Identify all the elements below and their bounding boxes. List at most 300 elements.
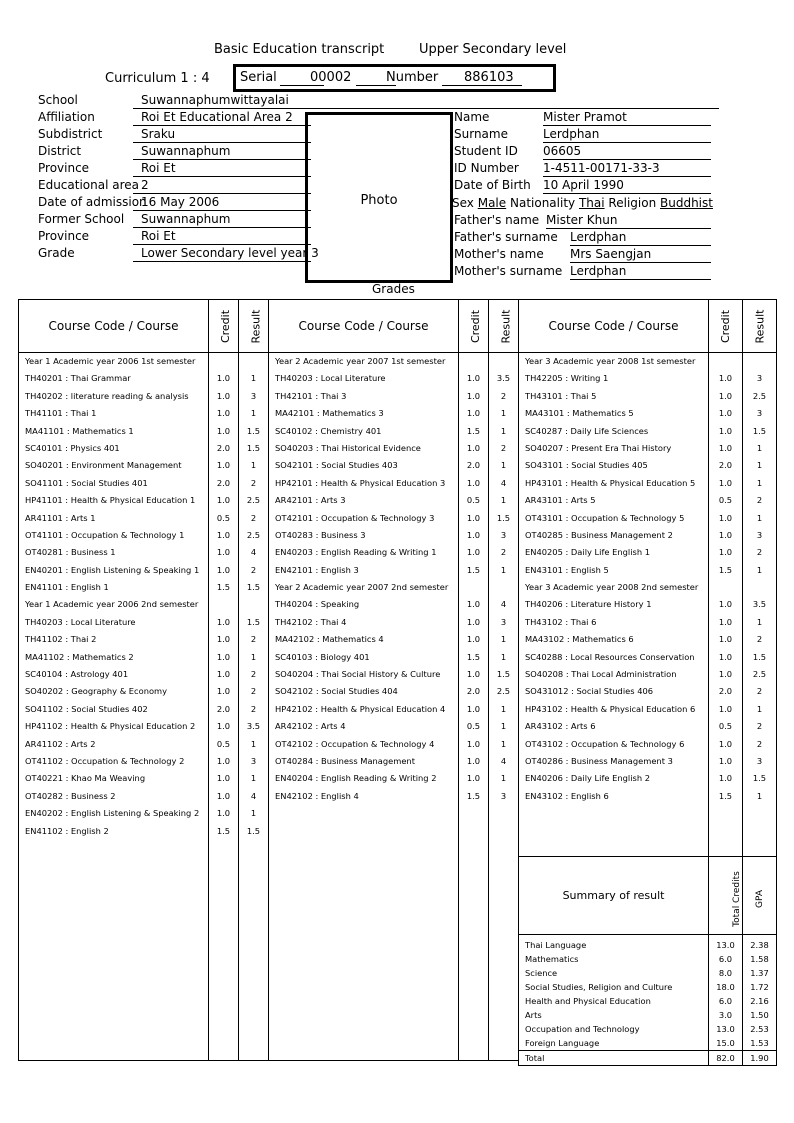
semester-header: Year 1 Academic year 2006 2nd semester bbox=[25, 599, 199, 610]
course-result: 3 bbox=[500, 616, 507, 627]
result-column-header: Result bbox=[489, 300, 519, 353]
semester-header-spacer bbox=[209, 353, 238, 370]
course-credit: 1.5 bbox=[718, 564, 733, 575]
course-result: 1 bbox=[250, 808, 257, 819]
course-result: 2 bbox=[756, 738, 763, 749]
course-name: TH42101 : Thai 3 bbox=[275, 390, 347, 401]
course-result: 2 bbox=[756, 686, 763, 697]
course-credit: 1.0 bbox=[466, 512, 481, 523]
course-result: 4 bbox=[250, 790, 257, 801]
school-info-label: Former School bbox=[38, 212, 125, 226]
semester-header-spacer bbox=[743, 579, 776, 596]
school-info-value: Suwannaphum bbox=[133, 144, 311, 160]
school-info-value: 16 May 2006 bbox=[133, 195, 311, 211]
course-name: OT40221 : Khao Ma Weaving bbox=[25, 773, 146, 784]
course-name: SO43101 : Social Studies 405 bbox=[525, 460, 648, 471]
summary-credit: 6.0 bbox=[718, 996, 733, 1006]
serial-value: 00002 bbox=[310, 70, 352, 85]
course-result: 2.5 bbox=[496, 686, 511, 697]
course-credit: 1.0 bbox=[718, 477, 733, 488]
course-credit: 2.0 bbox=[718, 686, 733, 697]
course-credit: 1.0 bbox=[216, 669, 231, 680]
course-result: 3 bbox=[756, 529, 763, 540]
gpa-header: GPA bbox=[743, 857, 777, 935]
credit-column-header: Credit bbox=[209, 300, 239, 353]
summary-credit: 3.0 bbox=[718, 1010, 733, 1020]
course-credit: 1.0 bbox=[216, 686, 231, 697]
course-credit: 1.0 bbox=[466, 390, 481, 401]
school-info-value: Roi Et bbox=[133, 229, 311, 245]
course-name: SC40288 : Local Resources Conservation bbox=[525, 651, 695, 662]
course-credit: 2.0 bbox=[466, 686, 481, 697]
course-name: HP43102 : Health & Physical Education 6 bbox=[525, 703, 696, 714]
course-credit: 1.5 bbox=[216, 582, 231, 593]
course-result: 2 bbox=[500, 547, 507, 558]
course-name: SO431012 : Social Studies 406 bbox=[525, 686, 654, 697]
course-result: 2 bbox=[756, 547, 763, 558]
semester-header-spacer bbox=[709, 353, 742, 370]
summary-gpa: 2.38 bbox=[750, 940, 769, 950]
course-name: MA41101 : Mathematics 1 bbox=[25, 425, 134, 436]
school-info-value: Suwannaphum bbox=[133, 212, 311, 228]
nationality-value: Thai bbox=[578, 196, 605, 210]
course-result: 1 bbox=[500, 703, 507, 714]
course-credit: 1.0 bbox=[466, 669, 481, 680]
course-name: EN42101 : English 3 bbox=[275, 564, 359, 575]
summary-body-row bbox=[519, 935, 777, 1066]
summary-credit: 13.0 bbox=[716, 1024, 735, 1034]
parent-info-label: Mother's surname bbox=[454, 264, 563, 278]
course-result: 1 bbox=[500, 495, 507, 506]
course-credit: 1.0 bbox=[466, 477, 481, 488]
semester-header: Year 2 Academic year 2007 1st semester bbox=[275, 356, 446, 366]
course-credit: 1.0 bbox=[216, 616, 231, 627]
school-info-label: Date of admission bbox=[38, 195, 147, 209]
summary-gpa: 1.53 bbox=[750, 1038, 769, 1048]
course-credit: 1.0 bbox=[216, 721, 231, 732]
course-credit: 1.5 bbox=[466, 564, 481, 575]
course-result: 1.5 bbox=[752, 773, 767, 784]
course-credit: 1.0 bbox=[216, 651, 231, 662]
student-info-label: Student ID bbox=[454, 144, 518, 158]
summary-credit: 6.0 bbox=[718, 954, 733, 964]
course-name: TH43101 : Thai 5 bbox=[525, 390, 597, 401]
course-credit: 1.0 bbox=[216, 634, 231, 645]
course-credit: 1.0 bbox=[718, 390, 733, 401]
col2-courses bbox=[269, 353, 459, 1061]
course-name: OT40283 : Business 3 bbox=[275, 529, 366, 540]
summary-subject: Science bbox=[525, 968, 558, 978]
course-credit: 1.0 bbox=[718, 547, 733, 558]
semester-header-spacer bbox=[459, 353, 488, 370]
parent-info-value: Lerdphan bbox=[570, 264, 711, 280]
course-credit: 1.0 bbox=[718, 651, 733, 662]
course-result: 3 bbox=[500, 529, 507, 540]
course-name: SO42102 : Social Studies 404 bbox=[275, 686, 398, 697]
summary-gpas bbox=[743, 935, 777, 1066]
course-name: SC40102 : Chemistry 401 bbox=[275, 425, 382, 436]
course-credit: 1.0 bbox=[466, 373, 481, 384]
course-credit: 1.0 bbox=[216, 408, 231, 419]
course-credit: 1.0 bbox=[216, 425, 231, 436]
course-name: SO40202 : Geography & Economy bbox=[25, 686, 168, 697]
course-result: 2 bbox=[250, 686, 257, 697]
student-info-value: 1-4511-00171-33-3 bbox=[543, 161, 711, 177]
course-name: EN40201 : English Listening & Speaking 1 bbox=[25, 564, 200, 575]
total-credits-header: Total Credits bbox=[709, 857, 743, 935]
course-name: OT41102 : Occupation & Technology 2 bbox=[25, 755, 185, 766]
col2-credits bbox=[459, 353, 489, 1061]
course-result: 1 bbox=[500, 408, 507, 419]
course-result: 1 bbox=[500, 564, 507, 575]
summary-gpa: 1.90 bbox=[743, 1050, 776, 1065]
course-name: HP43101 : Health & Physical Education 5 bbox=[525, 477, 696, 488]
summary-credits bbox=[709, 935, 743, 1066]
school-info-label: Grade bbox=[38, 246, 75, 260]
religion-label: Religion bbox=[608, 196, 657, 210]
course-result: 1 bbox=[250, 738, 257, 749]
course-result: 2 bbox=[250, 512, 257, 523]
course-name: AR43102 : Arts 6 bbox=[525, 721, 596, 732]
course-result: 1 bbox=[756, 442, 763, 453]
course-name: OT40282 : Business 2 bbox=[25, 790, 116, 801]
course-result: 3 bbox=[500, 790, 507, 801]
summary-credit: 13.0 bbox=[716, 940, 735, 950]
summary-subject: Foreign Language bbox=[525, 1038, 600, 1048]
course-result: 2 bbox=[250, 634, 257, 645]
photo-box bbox=[305, 112, 453, 283]
course-name: SO40207 : Present Era Thai History bbox=[525, 442, 672, 453]
course-credit: 1.0 bbox=[718, 703, 733, 714]
course-result: 1.5 bbox=[752, 425, 767, 436]
course-name: SC40287 : Daily Life Sciences bbox=[525, 425, 649, 436]
school-info-label: Affiliation bbox=[38, 110, 95, 124]
course-result: 4 bbox=[500, 599, 507, 610]
course-credit: 1.0 bbox=[718, 373, 733, 384]
summary-table bbox=[518, 856, 777, 1066]
school-info-label: Educational area bbox=[38, 178, 140, 192]
course-result: 1.5 bbox=[246, 425, 261, 436]
course-name: TH41102 : Thai 2 bbox=[25, 634, 97, 645]
course-result: 1 bbox=[756, 564, 763, 575]
parent-info-label: Father's surname bbox=[454, 230, 558, 244]
course-name: SC40103 : Biology 401 bbox=[275, 651, 370, 662]
school-info-value: Lower Secondary level year 3 bbox=[133, 246, 311, 262]
course-name: AR41102 : Arts 2 bbox=[25, 738, 96, 749]
course-credit: 1.5 bbox=[216, 825, 231, 836]
course-credit: 1.0 bbox=[466, 738, 481, 749]
summary-subject: Mathematics bbox=[525, 954, 579, 964]
school-info-label: School bbox=[38, 93, 78, 107]
course-result: 1.5 bbox=[246, 825, 261, 836]
school-info-label: Province bbox=[38, 161, 90, 175]
course-result: 3.5 bbox=[246, 721, 261, 732]
course-result: 1 bbox=[756, 512, 763, 523]
course-name: MA43101 : Mathematics 5 bbox=[525, 408, 634, 419]
course-name: EN43102 : English 6 bbox=[525, 790, 609, 801]
school-info-label: Province bbox=[38, 229, 90, 243]
course-result: 1 bbox=[500, 773, 507, 784]
course-credit: 1.0 bbox=[718, 512, 733, 523]
semester-header-spacer bbox=[489, 353, 518, 370]
course-result: 3.5 bbox=[496, 373, 511, 384]
course-credit: 1.0 bbox=[466, 773, 481, 784]
course-result: 1 bbox=[500, 651, 507, 662]
course-credit: 1.0 bbox=[216, 373, 231, 384]
semester-header-spacer bbox=[459, 579, 488, 596]
course-result: 1 bbox=[756, 616, 763, 627]
course-result: 2 bbox=[756, 634, 763, 645]
course-name: MA41102 : Mathematics 2 bbox=[25, 651, 134, 662]
summary-gpa: 1.58 bbox=[750, 954, 769, 964]
course-result: 2 bbox=[250, 669, 257, 680]
course-name: OT40281 : Business 1 bbox=[25, 547, 116, 558]
course-result: 2.5 bbox=[246, 495, 261, 506]
course-name: OT43102 : Occupation & Technology 6 bbox=[525, 738, 685, 749]
course-name: TH40203 : Local Literature bbox=[275, 373, 386, 384]
course-result: 4 bbox=[500, 477, 507, 488]
semester-header-spacer bbox=[489, 579, 518, 596]
course-credit: 1.0 bbox=[216, 495, 231, 506]
course-credit: 1.0 bbox=[466, 547, 481, 558]
course-credit: 1.0 bbox=[466, 634, 481, 645]
course-name: SO40203 : Thai Historical Evidence bbox=[275, 442, 421, 453]
number-value: 886103 bbox=[464, 70, 514, 85]
course-credit: 1.0 bbox=[718, 529, 733, 540]
course-credit: 1.0 bbox=[216, 390, 231, 401]
serial-label: Serial bbox=[240, 70, 277, 85]
col1-results bbox=[239, 353, 269, 1061]
course-credit: 1.0 bbox=[718, 599, 733, 610]
course-credit: 1.0 bbox=[216, 547, 231, 558]
course-credit: 1.0 bbox=[466, 616, 481, 627]
course-name: EN40202 : English Listening & Speaking 2 bbox=[25, 808, 200, 819]
course-result: 1 bbox=[756, 790, 763, 801]
course-result: 4 bbox=[250, 547, 257, 558]
credit-column-header: Credit bbox=[709, 300, 743, 353]
course-result: 1.5 bbox=[752, 651, 767, 662]
course-name: AR42101 : Arts 3 bbox=[275, 495, 346, 506]
course-name: EN41102 : English 2 bbox=[25, 825, 109, 836]
course-name: HP41102 : Health & Physical Education 2 bbox=[25, 721, 196, 732]
religion-value: Buddhist bbox=[660, 196, 713, 210]
parent-info-value: Mrs Saengjan bbox=[570, 247, 711, 263]
student-info-value: Mister Pramot bbox=[543, 110, 711, 126]
course-result: 3 bbox=[756, 755, 763, 766]
course-result: 1 bbox=[756, 460, 763, 471]
course-result: 2 bbox=[756, 721, 763, 732]
course-result: 1.5 bbox=[496, 512, 511, 523]
summary-subject: Occupation and Technology bbox=[525, 1024, 640, 1034]
course-name: EN42102 : English 4 bbox=[275, 790, 359, 801]
course-name: EN40204 : English Reading & Writing 2 bbox=[275, 773, 437, 784]
course-credit: 1.0 bbox=[216, 564, 231, 575]
summary-subject: Health and Physical Education bbox=[525, 996, 651, 1006]
result-column-header: Result bbox=[239, 300, 269, 353]
course-credit: 1.0 bbox=[718, 442, 733, 453]
summary-subject: Thai Language bbox=[525, 940, 587, 950]
summary-subject: Social Studies, Religion and Culture bbox=[525, 982, 673, 992]
course-result: 3.5 bbox=[752, 599, 767, 610]
course-column-header: Course Code / Course bbox=[519, 300, 709, 353]
course-result: 1 bbox=[250, 773, 257, 784]
summary-header-row bbox=[519, 857, 777, 935]
course-result: 1 bbox=[500, 425, 507, 436]
school-info-value: Roi Et bbox=[133, 161, 311, 177]
summary-credit: 8.0 bbox=[718, 968, 733, 978]
course-credit: 1.0 bbox=[718, 634, 733, 645]
course-credit: 1.0 bbox=[718, 738, 733, 749]
semester-header-spacer bbox=[209, 596, 238, 613]
course-result: 2 bbox=[500, 390, 507, 401]
course-result: 1 bbox=[250, 373, 257, 384]
course-result: 1 bbox=[250, 460, 257, 471]
course-name: TH40204 : Speaking bbox=[275, 599, 360, 610]
course-result: 2.5 bbox=[246, 529, 261, 540]
course-credit: 1.0 bbox=[466, 442, 481, 453]
course-credit: 1.5 bbox=[466, 425, 481, 436]
course-name: TH40203 : Local Literature bbox=[25, 616, 136, 627]
course-credit: 2.0 bbox=[466, 460, 481, 471]
course-name: AR41101 : Arts 1 bbox=[25, 512, 96, 523]
col2-results bbox=[489, 353, 519, 1061]
school-info-value: 2 bbox=[133, 178, 311, 194]
course-name: AR42102 : Arts 4 bbox=[275, 721, 346, 732]
summary-credit: 18.0 bbox=[716, 982, 735, 992]
semester-header: Year 2 Academic year 2007 2nd semester bbox=[275, 582, 449, 593]
course-credit: 1.0 bbox=[216, 460, 231, 471]
result-column-header: Result bbox=[743, 300, 777, 353]
course-credit: 1.0 bbox=[216, 529, 231, 540]
summary-subjects bbox=[519, 935, 709, 1066]
course-result: 1 bbox=[500, 721, 507, 732]
course-result: 2 bbox=[500, 442, 507, 453]
course-name: TH40206 : Literature History 1 bbox=[525, 599, 652, 610]
school-info-value: Sraku bbox=[133, 127, 311, 143]
nationality-label: Nationality bbox=[509, 196, 576, 210]
student-info-value: 06605 bbox=[543, 144, 711, 160]
sex-value: Male bbox=[477, 196, 507, 210]
course-credit: 2.0 bbox=[216, 703, 231, 714]
course-name: OT40285 : Business Management 2 bbox=[525, 529, 673, 540]
sex-label: Sex bbox=[452, 196, 474, 210]
summary-credit: 15.0 bbox=[716, 1038, 735, 1048]
course-credit: 2.0 bbox=[216, 477, 231, 488]
course-result: 1.5 bbox=[246, 442, 261, 453]
course-name: SC40101 : Physics 401 bbox=[25, 442, 120, 453]
parent-info-value: Mister Khun bbox=[546, 213, 711, 229]
course-name: TH43102 : Thai 6 bbox=[525, 616, 597, 627]
course-credit: 1.5 bbox=[466, 790, 481, 801]
course-credit: 1.0 bbox=[718, 408, 733, 419]
curriculum-label: Curriculum 1 : 4 bbox=[105, 71, 210, 86]
course-result: 2.5 bbox=[752, 669, 767, 680]
course-name: OT42101 : Occupation & Technology 3 bbox=[275, 512, 435, 523]
course-result: 1 bbox=[756, 477, 763, 488]
student-info-value: 10 April 1990 bbox=[543, 178, 711, 194]
course-name: HP42101 : Health & Physical Education 3 bbox=[275, 477, 446, 488]
semester-header-spacer bbox=[239, 596, 268, 613]
serial-number-box bbox=[233, 64, 556, 92]
course-name: TH40201 : Thai Grammar bbox=[25, 373, 131, 384]
summary-credit: 82.0 bbox=[709, 1050, 742, 1065]
course-result: 2 bbox=[250, 477, 257, 488]
course-credit: 0.5 bbox=[216, 738, 231, 749]
course-credit: 1.0 bbox=[466, 408, 481, 419]
summary-gpa: 2.16 bbox=[750, 996, 769, 1006]
course-result: 1 bbox=[250, 651, 257, 662]
course-name: EN41101 : English 1 bbox=[25, 582, 109, 593]
course-name: SO41102 : Social Studies 402 bbox=[25, 703, 148, 714]
course-credit: 0.5 bbox=[718, 721, 733, 732]
course-credit: 1.0 bbox=[466, 755, 481, 766]
student-info-label: Surname bbox=[454, 127, 508, 141]
course-credit: 0.5 bbox=[216, 512, 231, 523]
course-name: MA42102 : Mathematics 4 bbox=[275, 634, 384, 645]
course-name: AR43101 : Arts 5 bbox=[525, 495, 596, 506]
course-result: 3 bbox=[250, 390, 257, 401]
col1-courses bbox=[19, 353, 209, 1061]
course-name: TH41101 : Thai 1 bbox=[25, 408, 97, 419]
course-credit: 1.0 bbox=[216, 773, 231, 784]
student-info-label: Name bbox=[454, 110, 490, 124]
course-name: OT42102 : Occupation & Technology 4 bbox=[275, 738, 435, 749]
course-credit: 1.0 bbox=[466, 599, 481, 610]
course-result: 1.5 bbox=[246, 582, 261, 593]
course-name: SO40208 : Thai Local Administration bbox=[525, 669, 677, 680]
course-result: 2 bbox=[250, 564, 257, 575]
number-label: Number bbox=[386, 70, 439, 85]
course-result: 1.5 bbox=[246, 616, 261, 627]
course-result: 1 bbox=[250, 408, 257, 419]
course-result: 2 bbox=[756, 495, 763, 506]
course-result: 1 bbox=[500, 460, 507, 471]
school-info-label: Subdistrict bbox=[38, 127, 103, 141]
course-name: EN40205 : Daily Life English 1 bbox=[525, 547, 651, 558]
course-credit: 1.0 bbox=[466, 703, 481, 714]
parent-info-value: Lerdphan bbox=[570, 230, 711, 246]
course-result: 2.5 bbox=[752, 390, 767, 401]
course-name: EN43101 : English 5 bbox=[525, 564, 609, 575]
school-info-value: Roi Et Educational Area 2 bbox=[133, 110, 311, 126]
semester-header: Year 1 Academic year 2006 1st semester bbox=[25, 356, 196, 366]
course-credit: 1.0 bbox=[718, 669, 733, 680]
course-credit: 1.5 bbox=[718, 790, 733, 801]
course-result: 1 bbox=[756, 703, 763, 714]
demographics-row bbox=[452, 196, 714, 212]
col1-credits bbox=[209, 353, 239, 1061]
summary-subject: Total bbox=[519, 1050, 708, 1065]
course-credit: 1.0 bbox=[216, 755, 231, 766]
course-name: HP41101 : Health & Physical Education 1 bbox=[25, 495, 196, 506]
course-credit: 0.5 bbox=[466, 495, 481, 506]
course-result: 1 bbox=[500, 738, 507, 749]
course-name: MA43102 : Mathematics 6 bbox=[525, 634, 634, 645]
course-credit: 1.0 bbox=[466, 529, 481, 540]
course-name: OT41101 : Occupation & Technology 1 bbox=[25, 529, 185, 540]
course-credit: 1.0 bbox=[718, 755, 733, 766]
course-credit: 1.0 bbox=[718, 616, 733, 627]
course-name: EN40206 : Daily Life English 2 bbox=[525, 773, 651, 784]
parent-info-label: Mother's name bbox=[454, 247, 544, 261]
course-credit: 1.5 bbox=[466, 651, 481, 662]
school-info-value: Suwannaphumwittayalai bbox=[133, 93, 719, 109]
course-result: 3 bbox=[756, 373, 763, 384]
course-result: 3 bbox=[250, 755, 257, 766]
grades-title: Grades bbox=[372, 282, 415, 296]
credit-column-header: Credit bbox=[459, 300, 489, 353]
semester-header: Year 3 Academic year 2008 1st semester bbox=[525, 356, 696, 366]
